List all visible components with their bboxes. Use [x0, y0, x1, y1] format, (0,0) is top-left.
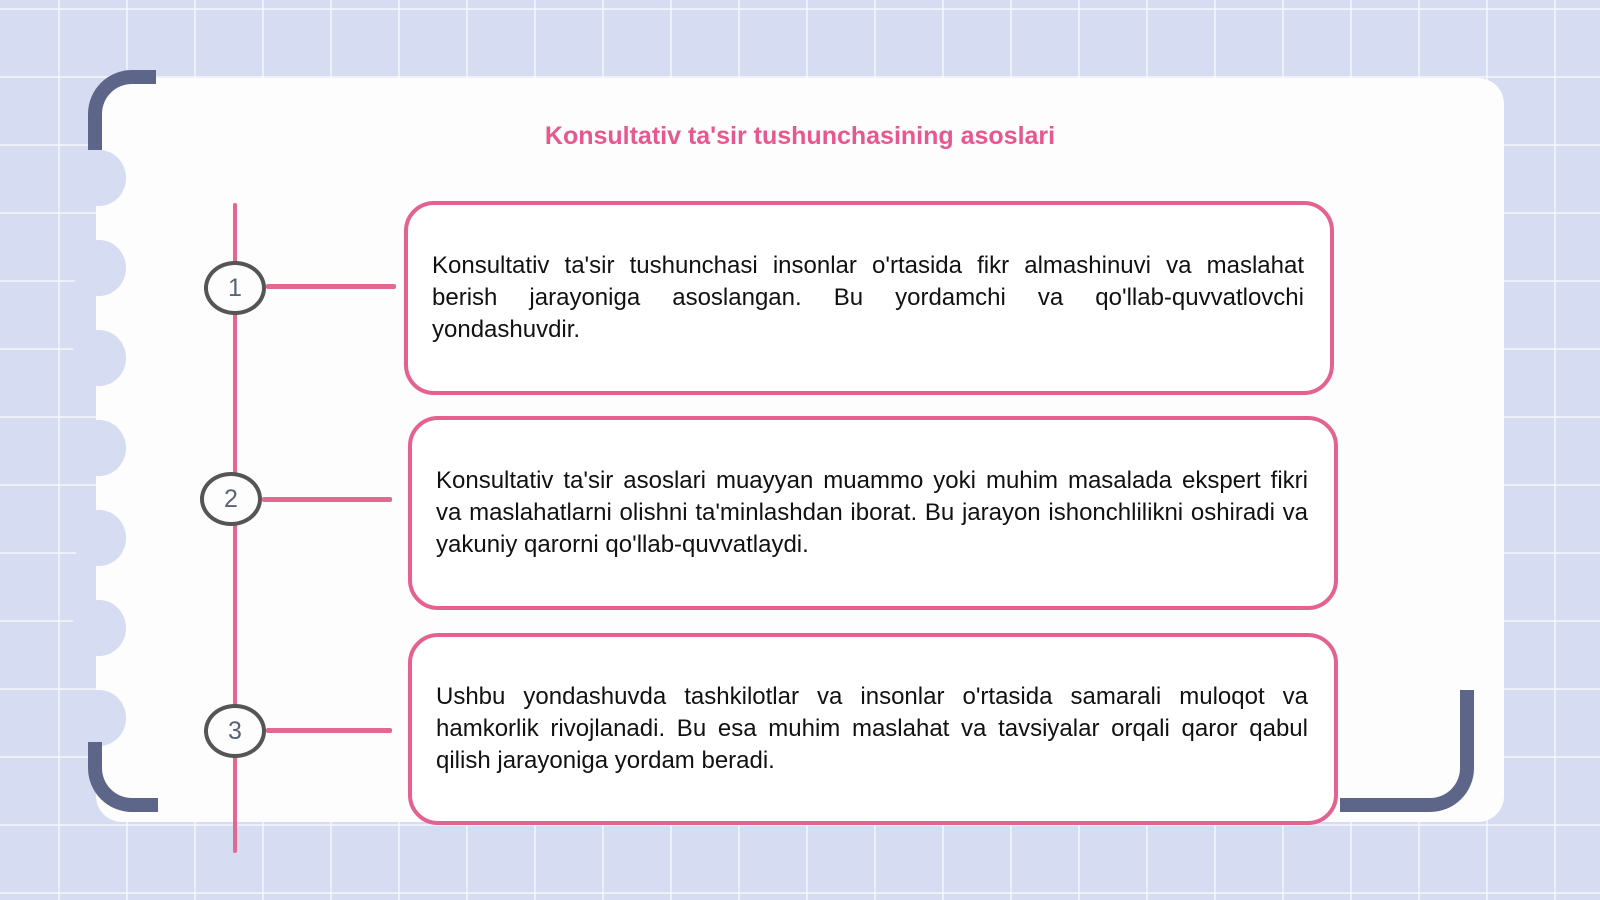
- step-number-badge: 3: [204, 704, 266, 758]
- paper-notch: [72, 330, 126, 386]
- step-card: [408, 633, 1338, 825]
- step-connector: [266, 284, 396, 289]
- paper-notch: [72, 240, 126, 296]
- step-connector: [266, 728, 392, 733]
- step-number-badge: 2: [200, 472, 262, 526]
- paper-notch: [72, 150, 126, 206]
- paper-notch: [72, 510, 126, 566]
- step-text: Ushbu yondashuvda tashkilotlar va insonlar o'rtasida samarali muloqot va hamkorlik rivojlanadi. Bu esa muhim maslahat va tavsiyalar orqali qaror qabul qilish jarayoniga yordam beradi.: [436, 683, 1308, 774]
- paper-notch: [72, 690, 126, 746]
- step-card: [404, 201, 1334, 395]
- slide-title: Konsultativ ta'sir tushunchasining asoslari: [544, 122, 1056, 150]
- corner-bracket-bottom-right: [1340, 690, 1474, 812]
- step-text: Konsultativ ta'sir tushunchasi insonlar o'rtasida fikr almashinuvi va maslahat berish jarayoniga asoslangan. Bu yordamchi va qo'llab-quvvatlovchi yondashuvdir.: [432, 252, 1304, 343]
- step-connector: [262, 497, 392, 502]
- step-card: [408, 416, 1338, 610]
- step-number-badge: 1: [204, 261, 266, 315]
- paper-notch: [72, 600, 126, 656]
- step-text: Konsultativ ta'sir asoslari muayyan muammo yoki muhim masalada ekspert fikri va maslahatlarni olishni ta'minlashdan iborat. Bu jarayon ishonchlilikni oshiradi va yakuniy qarorni qo'llab-quvvatlaydi.: [436, 467, 1308, 558]
- paper-notch: [72, 420, 126, 476]
